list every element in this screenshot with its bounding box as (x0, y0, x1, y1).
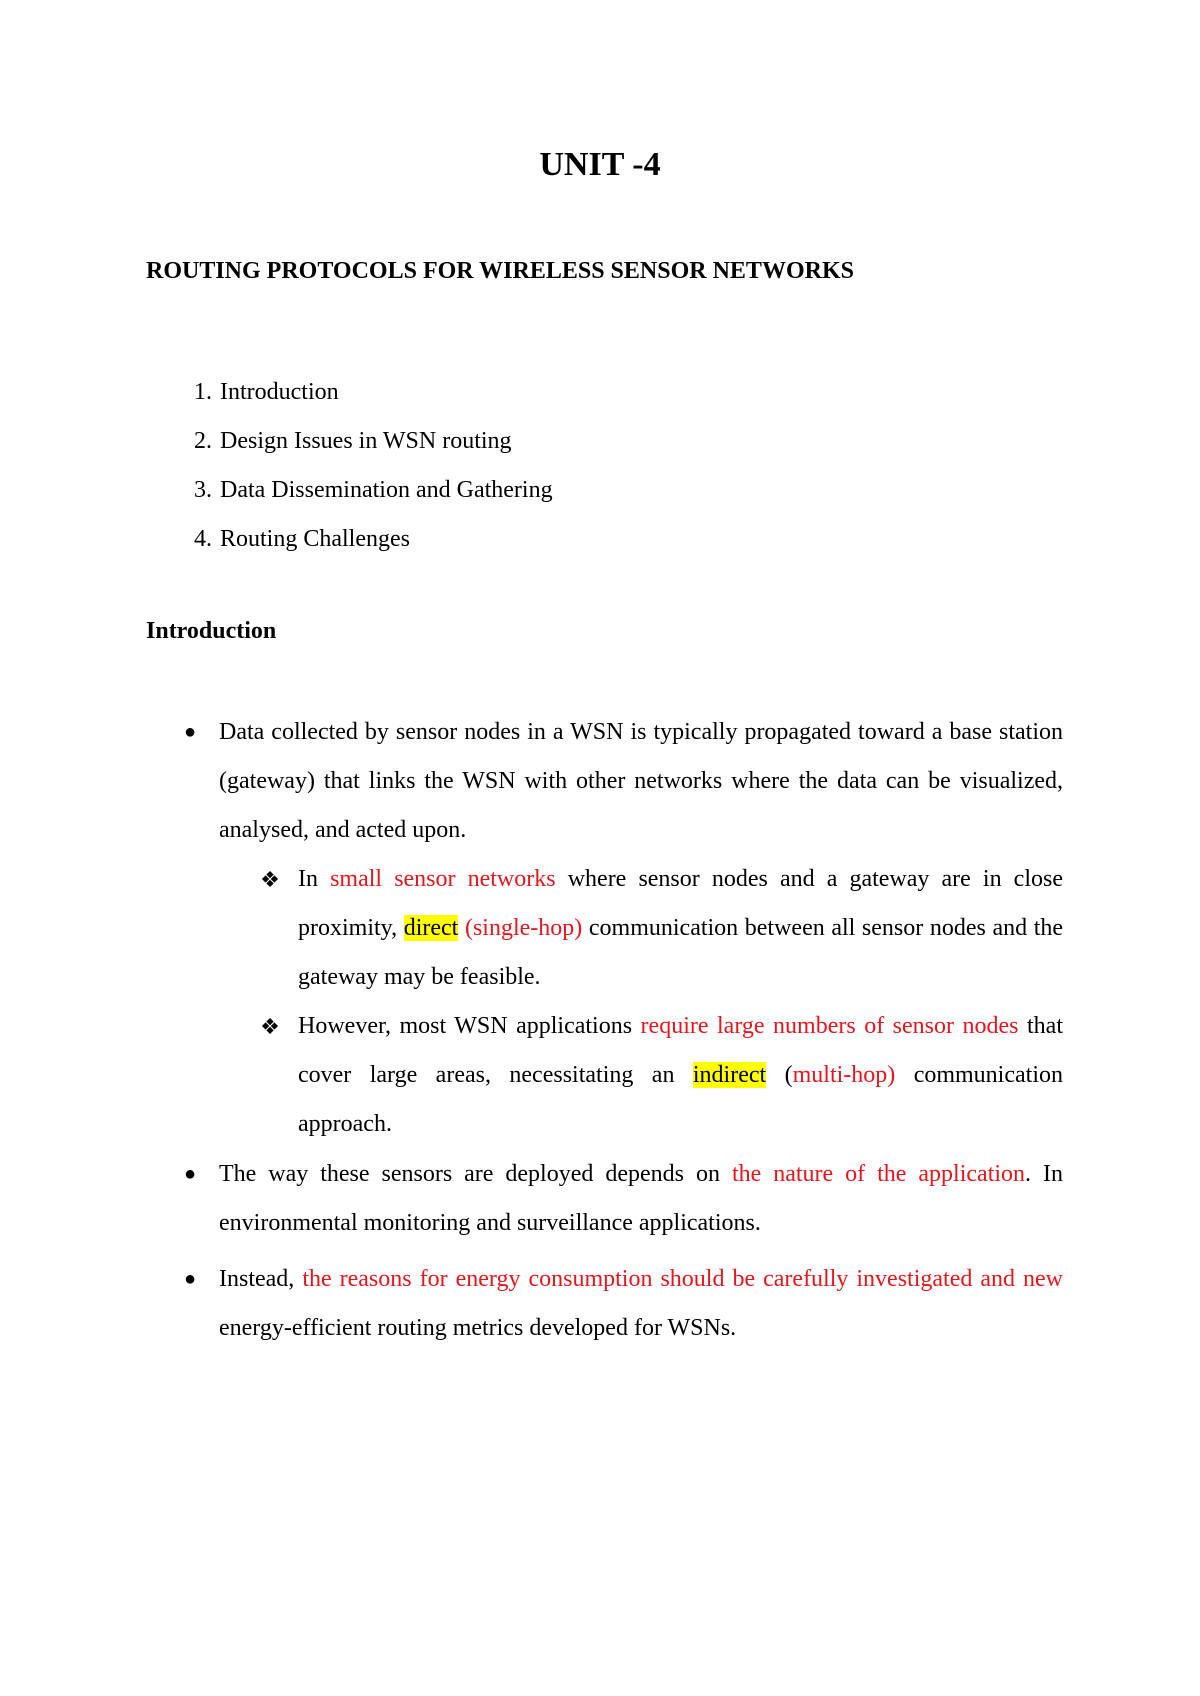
toc-item-number: 1. (194, 379, 212, 405)
toc-item-label: Design Issues in WSN routing (220, 428, 512, 454)
diamond-bullet-icon: ❖ (260, 1014, 280, 1039)
toc-item-number: 2. (194, 428, 212, 454)
text-run (458, 915, 465, 941)
bullet-paragraph (219, 1150, 1063, 1248)
text-run: In (298, 866, 331, 892)
text-run: ( (766, 1062, 793, 1088)
bullet-paragraph (219, 1255, 1063, 1353)
emphasis-red: (single-hop) (464, 915, 583, 941)
text-run: However, most WSN applications (298, 1013, 641, 1039)
bullet-icon: ● (183, 721, 197, 743)
toc-item (146, 368, 946, 417)
bullet-paragraph: Data collected by sensor nodes in a WSN is typically propagated toward a base station (gateway) that links the WSN with other networks where the data can be visualized, analysed, and acted upon. (219, 719, 1063, 843)
emphasis-red: require large numbers of sensor nodes (640, 1013, 1019, 1039)
highlighted-term: indirect (692, 1062, 767, 1088)
text-run: where sensor nodes and a gateway are in close proximity, (298, 866, 1063, 941)
emphasis-red: small sensor networks (330, 866, 556, 892)
emphasis-red: the nature of the application (731, 1161, 1026, 1187)
toc-item-label: Data Dissemination and Gathering (220, 477, 553, 503)
toc-item-number: 3. (194, 477, 212, 503)
emphasis-red: the reasons for energy consumption should be carefully investigated and new (302, 1266, 1063, 1292)
toc-item-label: Routing Challenges (220, 526, 410, 552)
sub-bullet-paragraph (298, 1002, 1063, 1149)
bullet-icon: ● (183, 1268, 197, 1290)
text-run: communication approach. (298, 1062, 1063, 1137)
sub-bullet-paragraph (298, 855, 1063, 1002)
bullet-icon: ● (183, 1163, 197, 1185)
main-heading: ROUTING PROTOCOLS FOR WIRELESS SENSOR NETWORKS (146, 258, 854, 284)
text-run: Instead, (219, 1266, 303, 1292)
text-run: energy-efficient routing metrics developed for WSNs. (219, 1315, 737, 1341)
text-run: The way these sensors are deployed depends on (219, 1161, 732, 1187)
toc-item-label: Introduction (220, 379, 339, 405)
toc-item (146, 417, 946, 466)
text-run: . In environmental monitoring and surveillance applications. (219, 1161, 1064, 1236)
table-of-contents (146, 368, 946, 564)
text-run: communication between all sensor nodes and the gateway may be feasible. (298, 915, 1064, 990)
section-heading: Introduction (146, 618, 277, 644)
toc-item-number: 4. (194, 526, 212, 552)
diamond-bullet-icon: ❖ (260, 867, 280, 892)
emphasis-red: multi-hop) (792, 1062, 896, 1088)
highlighted-term: direct (403, 915, 459, 941)
unit-title: UNIT -4 (539, 146, 661, 183)
toc-item (146, 466, 946, 515)
text-run: that cover large areas, necessitating an (298, 1013, 1063, 1088)
toc-item (146, 515, 946, 564)
